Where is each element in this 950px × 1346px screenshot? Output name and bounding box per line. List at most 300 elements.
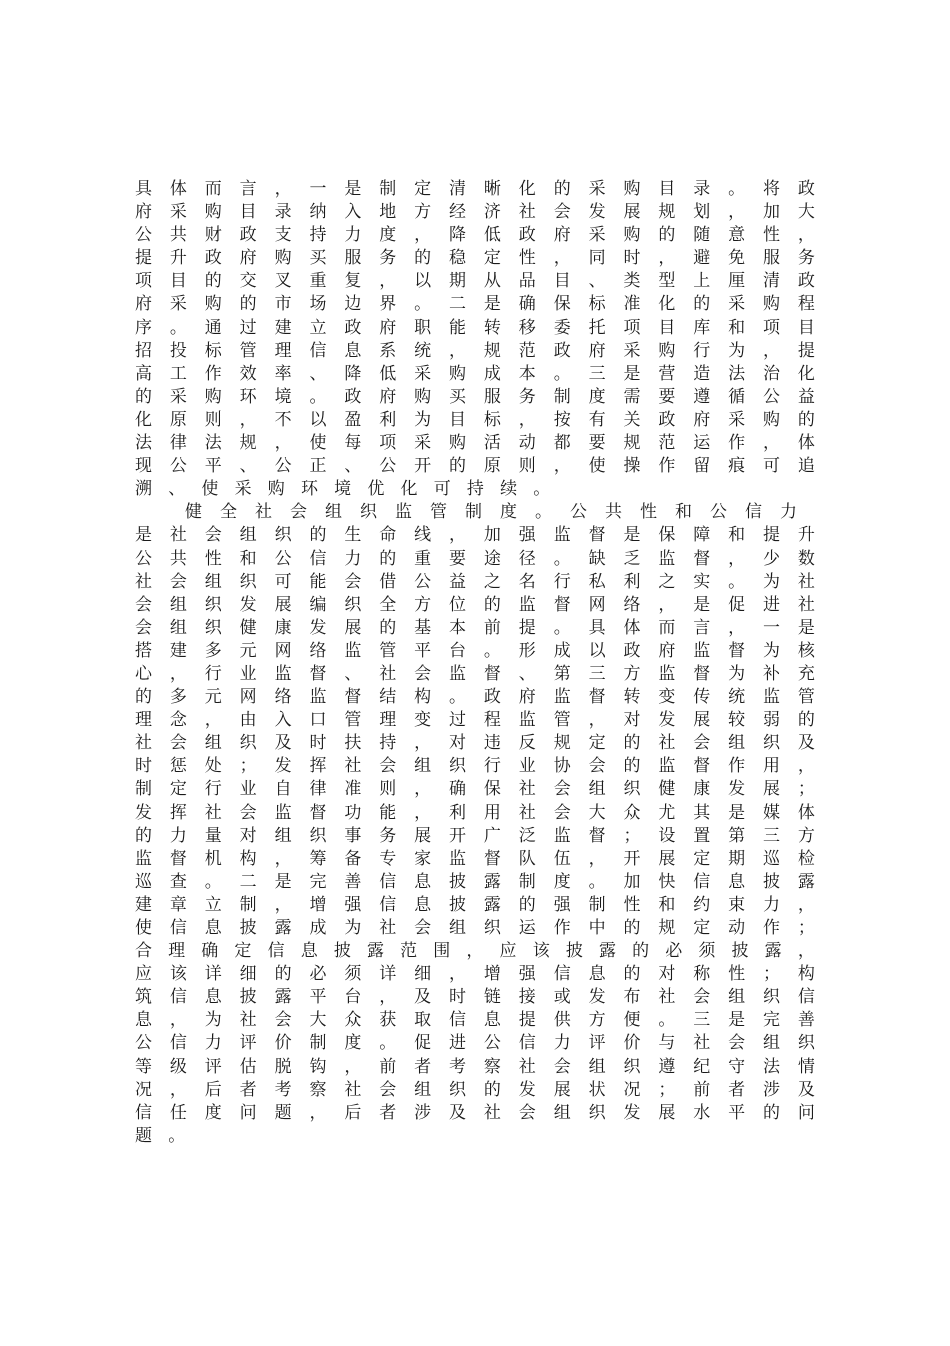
text-char: 监 [344,640,362,661]
text-char: 编 [309,594,327,615]
text-char: 者 [379,1102,397,1123]
text-char: 程 [483,710,501,731]
text-char: 提 [763,525,781,546]
text-char: 信 [309,340,327,361]
text-char: 之 [483,571,501,592]
text-char: 织 [763,987,781,1008]
text-char: 目 [169,271,187,292]
text-char: 规 [239,433,257,454]
text-char: 构 [239,848,257,869]
text-char: ， [274,894,292,915]
text-char: 定 [234,941,252,962]
text-char: 业 [239,663,257,684]
text-char: 的 [797,409,815,430]
text-char: 使 [201,479,219,500]
text-char: 会 [169,733,187,754]
text-char: 提 [518,617,536,638]
text-char: 促 [414,1033,432,1054]
text-char: 及 [797,1079,815,1100]
text-char: 细 [414,964,432,985]
text-char: 溯 [135,479,152,500]
text-char: 购 [204,386,222,407]
text-char: ， [728,617,746,638]
text-char: 降 [449,225,467,246]
text-char: 为 [414,409,432,430]
text-char: 监 [553,687,571,708]
text-char: 披 [449,894,467,915]
text-char: 府 [239,248,257,269]
text-char: 场 [309,294,327,315]
text-char: 移 [518,317,536,338]
text-char: 对 [449,733,467,754]
text-char: ， [553,456,571,477]
text-char: 是 [344,179,362,199]
text-char: 后 [204,1079,222,1100]
text-char: 经 [449,202,467,223]
text-char: 接 [518,987,536,1008]
text-char: 清 [449,179,467,199]
text-char: 及 [414,987,432,1008]
text-char: 购 [763,409,781,430]
text-char: 率 [274,363,292,384]
text-char: 从 [483,271,501,292]
text-char: 第 [553,663,571,684]
text-char: 避 [693,248,711,269]
text-char: 线 [414,525,432,546]
text-char: 的 [449,456,467,477]
text-char: 督 [588,825,606,846]
text-char: 标 [483,409,501,430]
text-char: 详 [379,964,397,985]
text-char: 化 [518,179,536,199]
text-char: 息 [135,1010,152,1031]
text-char: 济 [483,202,501,223]
text-char: 采 [588,225,606,246]
text-char: 建 [274,317,292,338]
text-char: 会 [379,1079,397,1100]
text-char: 任 [169,1102,187,1123]
text-char: 息 [344,340,362,361]
text-char: 规 [623,433,641,454]
text-char: 进 [449,1033,467,1054]
text-char: 组 [169,594,187,615]
text-char: 购 [623,225,641,246]
text-char: 。 [379,1033,397,1054]
text-char: 组 [553,1102,571,1123]
text-line [135,663,815,686]
text-char: 定 [588,733,606,754]
text-char: 共 [605,502,622,523]
text-char: 上 [693,271,711,292]
text-char: 支 [274,225,292,246]
text-char: 则 [379,779,397,800]
text-char: 监 [135,848,152,869]
text-char: ， [466,941,484,962]
text-char: 发 [728,779,746,800]
text-char: 益 [449,571,467,592]
text-char: 。 [533,479,551,500]
text-char: ， [518,409,536,430]
text-char: 公 [274,548,292,569]
text-char: 府 [135,202,152,223]
text-char: 会 [414,918,432,938]
text-char: 效 [239,363,257,384]
text-char: 大 [309,1010,327,1031]
text-line [135,409,815,432]
text-char: 建 [169,640,187,661]
text-char: 健 [185,502,202,523]
text-char: 时 [449,987,467,1008]
text-char: ； [239,756,257,777]
text-char: 会 [290,502,307,523]
text-char: ， [728,202,746,223]
text-char: ， [449,340,467,361]
text-char: 采 [728,294,746,315]
text-char: 。 [535,502,552,523]
text-char: 以 [588,640,606,661]
text-char: 评 [239,1033,257,1054]
text-char: 的 [135,825,152,846]
text-char: 与 [658,1033,676,1054]
text-line [135,178,815,201]
text-char: 公 [483,1033,501,1054]
text-char: 社 [379,663,397,684]
text-char: 加 [483,525,501,546]
text-char: 目 [553,271,571,292]
text-char: 方 [414,202,432,223]
text-char: 社 [693,1033,711,1054]
text-char: 查 [169,871,187,892]
text-char: 取 [414,1010,432,1031]
text-char: 定 [483,248,501,269]
text-char: 运 [518,918,536,938]
text-char: 链 [483,987,501,1008]
text-char: 管 [379,640,397,661]
text-char: 。 [728,179,746,199]
text-char: 为 [728,663,746,684]
text-char: 厘 [728,271,746,292]
text-char: 章 [169,894,187,915]
text-char: 惩 [169,756,187,777]
text-char: 前 [483,617,501,638]
text-char: 本 [518,363,536,384]
text-char: 详 [204,964,222,985]
text-char: 工 [169,363,187,384]
text-char: 体 [797,802,815,823]
text-char: 为 [728,340,746,361]
text-char: 心 [135,663,152,684]
text-char: 的 [204,271,222,292]
text-char: ， [169,1010,187,1031]
text-char: 会 [553,802,571,823]
text-char: 会 [553,202,571,223]
text-char: 展 [623,202,641,223]
text-char: 社 [797,594,815,615]
text-char: 定 [693,918,711,938]
text-char: ， [728,548,746,569]
text-char: 定 [414,179,432,199]
text-char: 信 [169,918,187,938]
text-line [135,432,815,455]
text-char: 型 [658,271,676,292]
text-char: 务 [797,248,815,269]
text-char: 信 [379,894,397,915]
text-char: 益 [797,386,815,407]
text-char: 意 [728,225,746,246]
text-char: 采 [414,433,432,454]
text-char: 具 [588,617,606,638]
text-char: 加 [623,871,641,892]
text-char: 托 [588,317,606,338]
text-line [135,386,815,409]
text-char: 法 [204,433,222,454]
text-line [135,894,815,917]
text-char: 服 [763,248,781,269]
text-char: 者 [239,1079,257,1100]
text-char: ， [204,710,222,731]
text-char: 作 [728,756,746,777]
text-char: 。 [449,687,467,708]
text-char: 息 [414,894,432,915]
text-char: 网 [274,640,292,661]
text-char: 获 [379,1010,397,1031]
text-char: ； [623,825,641,846]
text-char: 会 [728,1033,746,1054]
text-char: 须 [344,964,362,985]
text-char: 会 [379,756,397,777]
text-char: 途 [483,548,501,569]
text-char: 量 [204,825,222,846]
text-char: 会 [344,571,362,592]
text-char: 保 [553,294,571,315]
text-char: 对 [623,710,641,731]
text-char: ； [763,964,781,985]
text-char: 监 [553,825,571,846]
text-char: 平 [728,1102,746,1123]
text-char: 法 [135,433,152,454]
text-char: 组 [414,756,432,777]
text-char: 为 [344,918,362,938]
text-char: 行 [204,779,222,800]
text-line [135,963,815,986]
text-char: 纳 [309,202,327,223]
text-char: 社 [518,202,536,223]
text-char: 买 [309,248,327,269]
text-char: ， [658,594,676,615]
text-char: 信 [518,1033,536,1054]
text-char: 是 [483,294,501,315]
text-char: 之 [658,571,676,592]
text-char: 及 [797,733,815,754]
text-char: 开 [449,825,467,846]
text-char: 力 [553,1033,571,1054]
text-char: 边 [344,294,362,315]
text-char: 转 [483,317,501,338]
text-char: 化 [135,409,152,430]
text-char: 度 [588,386,606,407]
text-char: 或 [553,987,571,1008]
text-char: 挥 [169,802,187,823]
text-char: 纪 [693,1056,711,1077]
text-char: 台 [344,987,362,1008]
text-char: 组 [588,1056,606,1077]
text-char: 随 [693,225,711,246]
text-line [135,363,815,386]
text-char: 开 [414,456,432,477]
text-char: 况 [623,1079,641,1100]
text-char: 约 [693,894,711,915]
text-char: 每 [344,433,362,454]
text-char: 织 [204,617,222,638]
text-char: 运 [693,433,711,454]
text-char: 确 [518,294,536,315]
text-char: 力 [763,894,781,915]
text-char: 用 [763,756,781,777]
text-char: 法 [763,1056,781,1077]
text-char: 时 [623,248,641,269]
text-char: 持 [466,479,484,500]
text-char: 要 [658,386,676,407]
text-char: 织 [797,1033,815,1054]
text-char: 价 [623,1033,641,1054]
text-char: 传 [693,687,711,708]
text-char: 位 [449,594,467,615]
text-char: 性 [640,502,657,523]
text-char: ， [588,848,606,869]
text-char: 。 [414,294,432,315]
text-char: 督 [588,687,606,708]
text-char: 务 [379,825,397,846]
text-char: 监 [274,802,292,823]
text-char: 投 [169,340,187,361]
text-char: 免 [728,248,746,269]
text-char: 制 [239,894,257,915]
text-char: ， [797,941,815,962]
text-char: 康 [274,617,292,638]
text-char: 将 [763,179,781,199]
text-char: 信 [169,1033,187,1054]
text-char: 强 [518,964,536,985]
text-char: 组 [449,918,467,938]
text-char: 快 [658,871,676,892]
text-char: 社 [239,1010,257,1031]
text-char: 度 [553,871,571,892]
text-char: 增 [309,894,327,915]
text-char: 督 [483,663,501,684]
text-char: 会 [553,1056,571,1077]
text-char: 目 [449,409,467,430]
text-char: 市 [274,294,292,315]
text-char: 织 [588,1102,606,1123]
text-char: 需 [623,386,641,407]
text-char: 项 [135,271,152,292]
text-char: 细 [239,964,257,985]
text-char: 用 [483,802,501,823]
text-char: 织 [309,825,327,846]
text-char: 息 [728,871,746,892]
text-char: 入 [274,710,292,731]
text-char: 对 [658,964,676,985]
text-char: 采 [728,409,746,430]
text-line [135,317,815,340]
text-char: 息 [300,941,318,962]
text-char: 公 [570,502,587,523]
text-char: 而 [204,179,222,199]
text-line [135,293,815,316]
text-char: 公 [379,456,397,477]
text-char: 作 [728,433,746,454]
text-char: 善 [344,871,362,892]
text-char: 职 [414,317,432,338]
text-char: 关 [623,409,641,430]
text-char: 操 [623,456,641,477]
text-char: 目 [658,317,676,338]
text-char: 平 [204,456,222,477]
text-char: 、 [344,663,362,684]
text-char: 地 [379,202,397,223]
text-char: 的 [135,386,152,407]
text-char: ， [274,433,292,454]
text-char: 遵 [693,386,711,407]
text-char: 察 [309,1079,327,1100]
text-char: 环 [239,386,257,407]
text-char: 善 [797,1010,815,1031]
text-char: 采 [169,294,187,315]
text-char: 多 [169,687,187,708]
text-char: 库 [693,317,711,338]
text-char: 台 [449,640,467,661]
text-char: 监 [658,756,676,777]
text-char: 准 [344,779,362,800]
text-char: ， [379,987,397,1008]
text-char: 政 [483,687,501,708]
text-char: 的 [623,733,641,754]
text-char: 事 [344,825,362,846]
text-char: 按 [553,409,571,430]
text-line [135,871,815,894]
text-char: 会 [693,987,711,1008]
text-char: 监 [763,687,781,708]
text-char: 遵 [658,1056,676,1077]
text-char: 体 [169,179,187,199]
text-char: 及 [274,733,292,754]
text-char: 的 [623,918,641,938]
text-char: 信 [267,941,285,962]
text-char: 服 [344,248,362,269]
text-char: 发 [588,202,606,223]
text-char: 保 [658,525,676,546]
text-char: 是 [135,525,152,546]
text-char: 体 [623,617,641,638]
text-char: 信 [309,548,327,569]
text-char: 性 [204,548,222,569]
text-char: 少 [763,548,781,569]
text-char: 立 [309,317,327,338]
text-char: 乏 [623,548,641,569]
text-char: 要 [449,548,467,569]
text-char: 委 [553,317,571,338]
text-char: 目 [239,202,257,223]
text-char: 的 [309,525,327,546]
text-char: 会 [169,571,187,592]
text-char: 实 [693,571,711,592]
text-char: 原 [483,456,501,477]
text-char: 围 [433,941,451,962]
text-char: 前 [379,1056,397,1077]
text-line [135,571,815,594]
text-char: 露 [598,941,616,962]
text-char: 组 [414,1079,432,1100]
